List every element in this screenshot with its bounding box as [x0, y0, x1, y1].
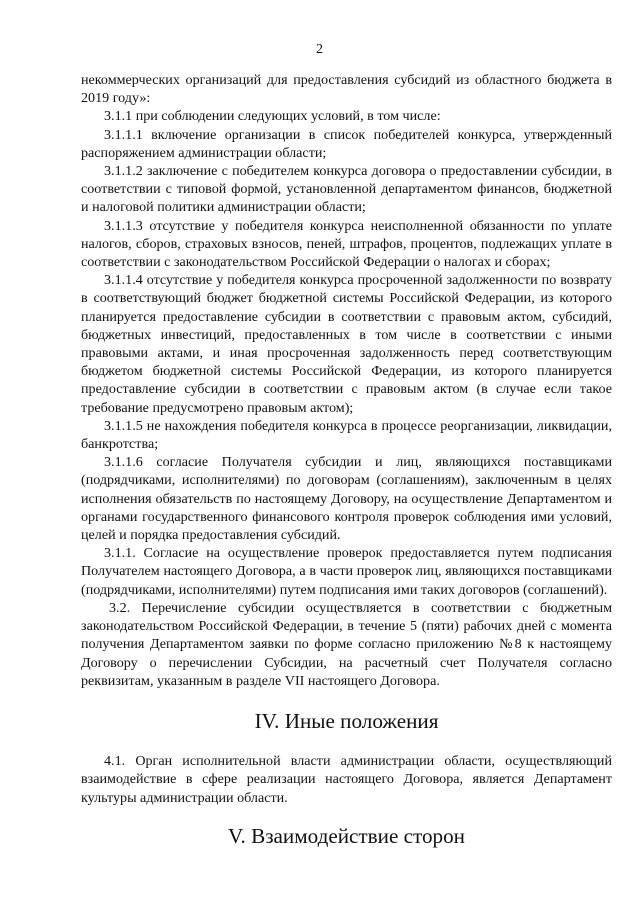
paragraph-3-1-1-2: 3.1.1.2 заключение с победителем конкурса договора о предоставлении субсидии, в соответствии с типовой формой, установленной департаментом финансов, бюджетной и налоговой политики администрации области; [81, 163, 612, 216]
paragraph-3-2: 3.2. Перечисление субсидии осуществляется в соответствии с бюджетным законодательством Российской Федерации, в течение 5 (пяти) рабочих дней с момента получения Департаментом заявки по форме согласно приложению №8 к настоящему Договору о перечислении Субсидии, на расчетный счет Получателя согласно реквизитам, указанным в разделе VII настоящего Договора. [81, 599, 612, 689]
paragraph-intro-continuation: некоммерческих организаций для предоставления субсидий из областного бюджета в 2019 году»: [81, 72, 612, 107]
paragraph-3-1-1-3: 3.1.1.3 отсутствие у победителя конкурса неисполненной обязанности по уплате налогов, сборов, страховых взносов, пеней, штрафов, процентов, подлежащих уплате в соответствии с законодательством Российской Федерации о налогах и сборах; [81, 217, 612, 271]
page-number: 2 [316, 42, 323, 57]
document-body [81, 71, 612, 848]
section-4-heading: IV. Иные положения [254, 708, 439, 733]
paragraph-3-1-1: 3.1.1 при соблюдении следующих условий, в том числе: [104, 108, 441, 125]
paragraph-4-1: 4.1. Орган исполнительной власти администрации области, осуществляющий взаимодействие в сфере реализации настоящего Договора, является Департамент культуры администрации области. [81, 753, 612, 806]
paragraph-3-1-1-consent: 3.1.1. Согласие на осуществление проверок предоставляется путем подписания Получателем настоящего Договора, а в части проверок лиц, являющихся поставщиками (подрядчиками, исполнителями) путем подписания ими таких договоров (соглашений). [81, 545, 612, 598]
paragraph-3-1-1-1: 3.1.1.1 включение организации в список победителей конкурса, утвержденный распоряжением администрации области; [81, 126, 612, 161]
paragraph-3-1-1-6: 3.1.1.6 согласие Получателя субсидии и лиц, являющихся поставщиками (подрядчиками, исполнителями) по договорам (соглашениям), заключенным в целях исполнения обязательств по настоящему Договору, на осуществление Департаментом и органами государственного финансового контроля проверок соблюдения ими условий, целей и порядка предоставления субсидий. [81, 454, 612, 544]
section-5-heading: V. Взаимодействие сторон [227, 823, 465, 848]
paragraph-3-1-1-5: 3.1.1.5 не нахождения победителя конкурса в процессе реорганизации, ликвидации, банкротства; [81, 417, 612, 453]
paragraph-3-1-1-4: 3.1.1.4 отсутствие у победителя конкурса просроченной задолженности по возврату в соответствующий бюджет бюджетной системы Российской Федерации, из которого планируется предоставление субсидии в соответствии с правовым актом, субсидий, бюджетных инвестиций, предоставленных в том числе в соответствии с иными правовыми актами, и иная просроченная задолженность перед соответствующим бюджетом бюджетной системы Российской Федерации, из которого планируется предоставление субсидии в соответствии с правовым актом (в случае если такое требование предусмотрено правовым актом); [81, 272, 612, 416]
